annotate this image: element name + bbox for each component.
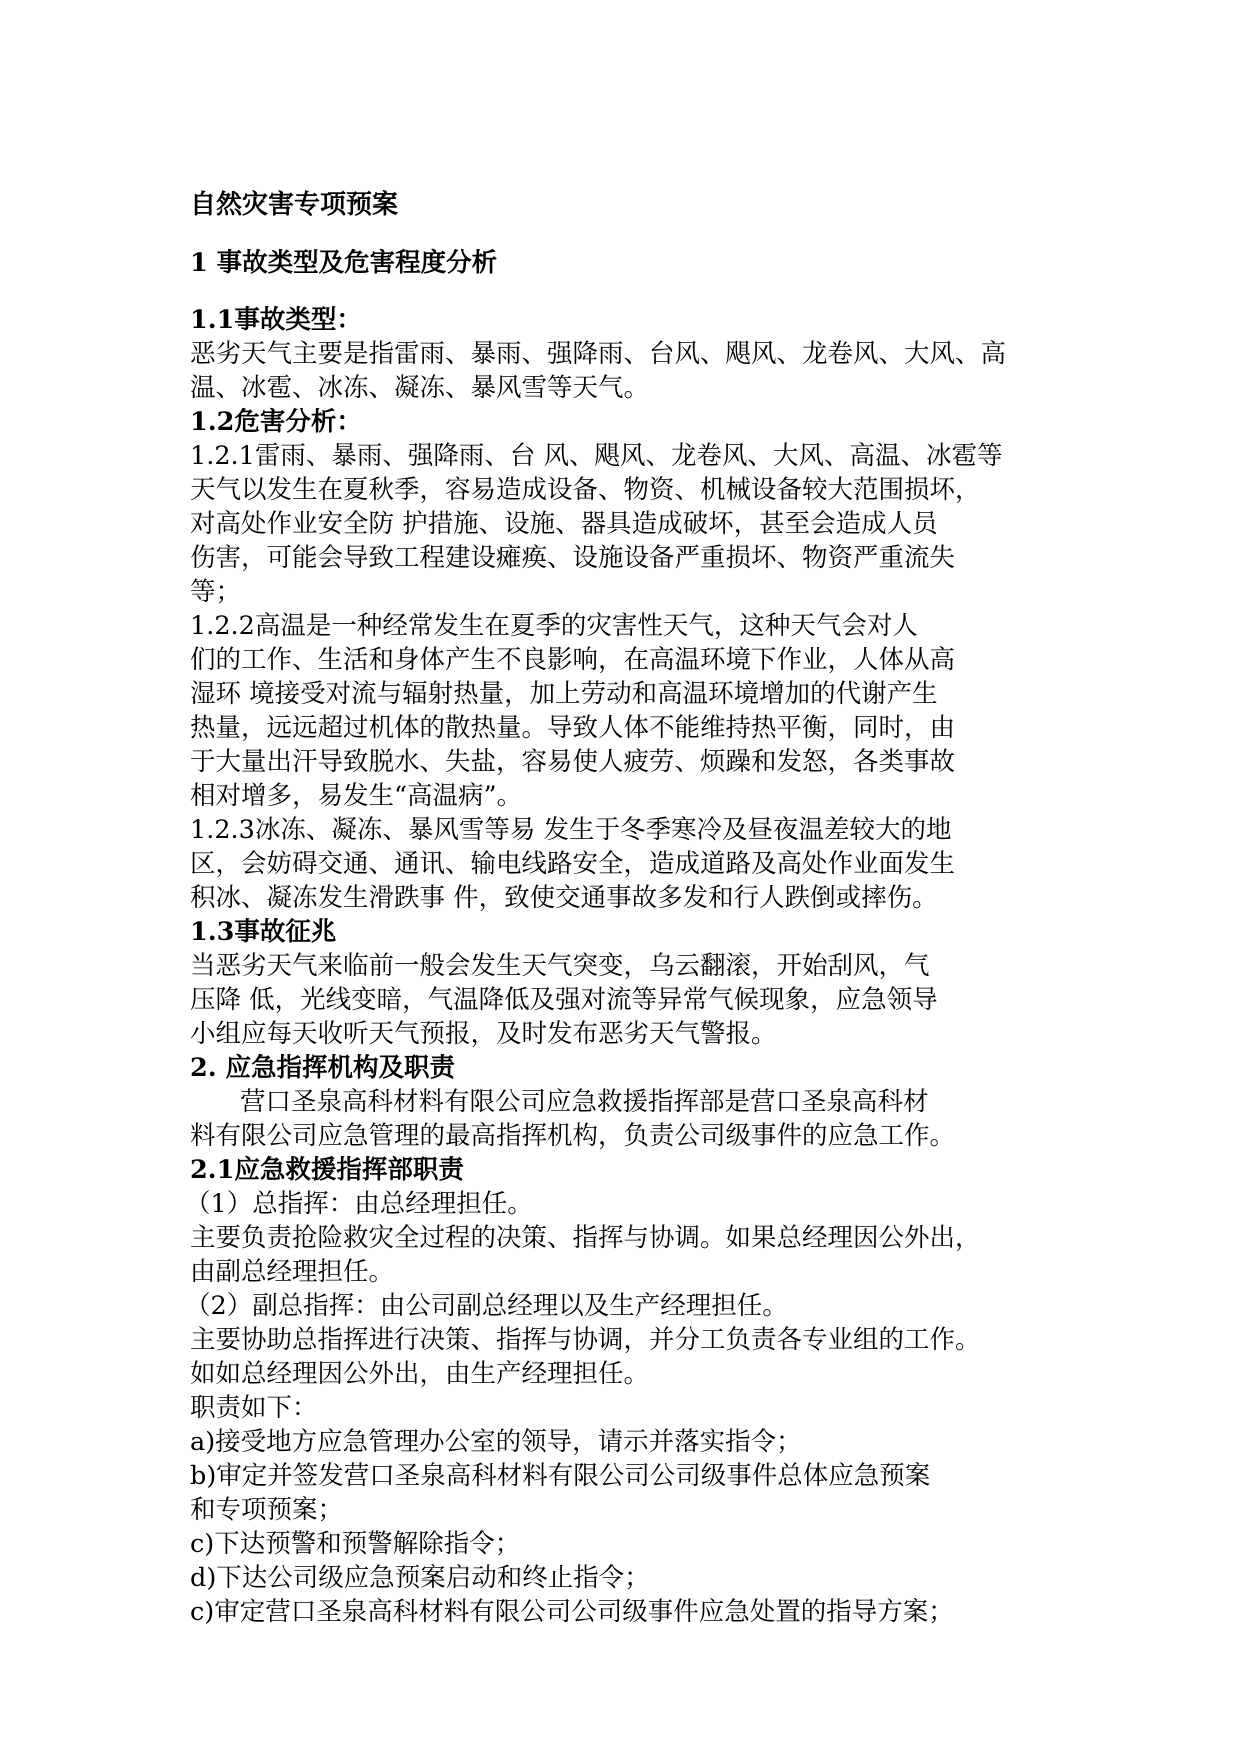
paragraph-line: 等； — [190, 577, 242, 607]
paragraph-line: 职责如下： — [190, 1393, 318, 1423]
section-1-heading: 1 事故类型及危害程度分析 — [190, 248, 498, 278]
paragraph-line: 1.2.2高温是一种经常发生在夏季的灾害性天气，这种天气会对人 — [190, 611, 918, 641]
paragraph-line: 温、冰雹、冰冻、凝冻、暴风雪等天气。 — [190, 373, 650, 403]
document-title: 自然灾害专项预案 — [190, 190, 399, 220]
paragraph-line: 热量，远远超过机体的散热量。导致人体不能维持热平衡，同时，由 — [190, 713, 956, 743]
paragraph-line: 当恶劣天气来临前一般会发生天气突变，乌云翻滚，开始刮风，气 — [190, 951, 930, 981]
paragraph-line: 小组应每天收听天气预报，及时发布恶劣天气警报。 — [190, 1019, 777, 1049]
section-2-heading: 2. 应急指挥机构及职责 — [190, 1053, 455, 1083]
paragraph-line: 主要负责抢险救灾全过程的决策、指挥与协调。如果总经理因公外出， — [190, 1223, 981, 1253]
list-item-continuation: 和专项预案； — [190, 1495, 344, 1525]
paragraph-line: 们的工作、生活和身体产生不良影响，在高温环境下作业，人体从高 — [190, 645, 956, 675]
paragraph-line: 1.2.3冰冻、凝冻、暴风雪等易 发生于冬季寒冷及昼夜温差较大的地 — [190, 815, 952, 845]
paragraph-line: 积冰、凝冻发生滑跌事 件，致使交通事故多发和行人跌倒或摔伤。 — [190, 883, 938, 913]
paragraph-line: 区，会妨碍交通、通讯、输电线路安全，造成道路及高处作业面发生 — [190, 849, 956, 879]
list-item: b)审定并签发营口圣泉高科材料有限公司公司级事件总体应急预案 — [190, 1461, 931, 1491]
list-item: c)审定营口圣泉高科材料有限公司公司级事件应急处置的指导方案； — [190, 1597, 954, 1627]
section-2-1-heading: 2.1应急救援指挥部职责 — [190, 1155, 464, 1185]
section-1-1-heading: 1.1事故类型： — [190, 305, 362, 335]
paragraph-line: 主要协助总指挥进行决策、指挥与协调，并分工负责各专业组的工作。 — [190, 1325, 981, 1355]
paragraph-line: 相对增多，易发生“高温病”。 — [190, 781, 523, 811]
paragraph-line: （2）副总指挥：由公司副总经理以及生产经理担任。 — [185, 1291, 788, 1321]
paragraph-line: （1）总指挥：由总经理担任。 — [185, 1189, 533, 1219]
paragraph-line: 天气以发生在夏秋季，容易造成设备、物资、机械设备较大范围损坏， — [190, 475, 981, 505]
section-1-2-heading: 1.2危害分析： — [190, 407, 362, 437]
paragraph-line: 营口圣泉高科材料有限公司应急救援指挥部是营口圣泉高科材 — [240, 1087, 929, 1117]
list-item: c)下达预警和预警解除指令； — [190, 1529, 521, 1559]
paragraph-line: 恶劣天气主要是指雷雨、暴雨、强降雨、台风、飓风、龙卷风、大风、高 — [190, 339, 1007, 369]
paragraph-line: 对高处作业安全防 护措施、设施、器具造成破坏，甚至会造成人员 — [190, 509, 938, 539]
section-1-3-heading: 1.3事故征兆 — [190, 917, 337, 947]
list-item: d)下达公司级应急预案启动和终止指令； — [190, 1563, 650, 1593]
paragraph-line: 料有限公司应急管理的最高指挥机构，负责公司级事件的应急工作。 — [190, 1121, 956, 1151]
paragraph-line: 湿环 境接受对流与辐射热量，加上劳动和高温环境增加的代谢产生 — [190, 679, 938, 709]
paragraph-line: 压降 低，光线变暗，气温降低及强对流等异常气候现象，应急领导 — [190, 985, 938, 1015]
paragraph-line: 于大量出汗导致脱水、失盐，容易使人疲劳、烦躁和发怒，各类事故 — [190, 747, 956, 777]
paragraph-line: 由副总经理担任。 — [190, 1257, 395, 1287]
paragraph-line: 1.2.1雷雨、暴雨、强降雨、台 风、飓风、龙卷风、大风、高温、冰雹等 — [190, 441, 1003, 471]
paragraph-line: 如如总经理因公外出，由生产经理担任。 — [190, 1359, 650, 1389]
paragraph-line: 伤害，可能会导致工程建设瘫痪、设施设备严重损坏、物资严重流失 — [190, 543, 956, 573]
list-item: a)接受地方应急管理办公室的领导，请示并落实指令； — [190, 1427, 802, 1457]
